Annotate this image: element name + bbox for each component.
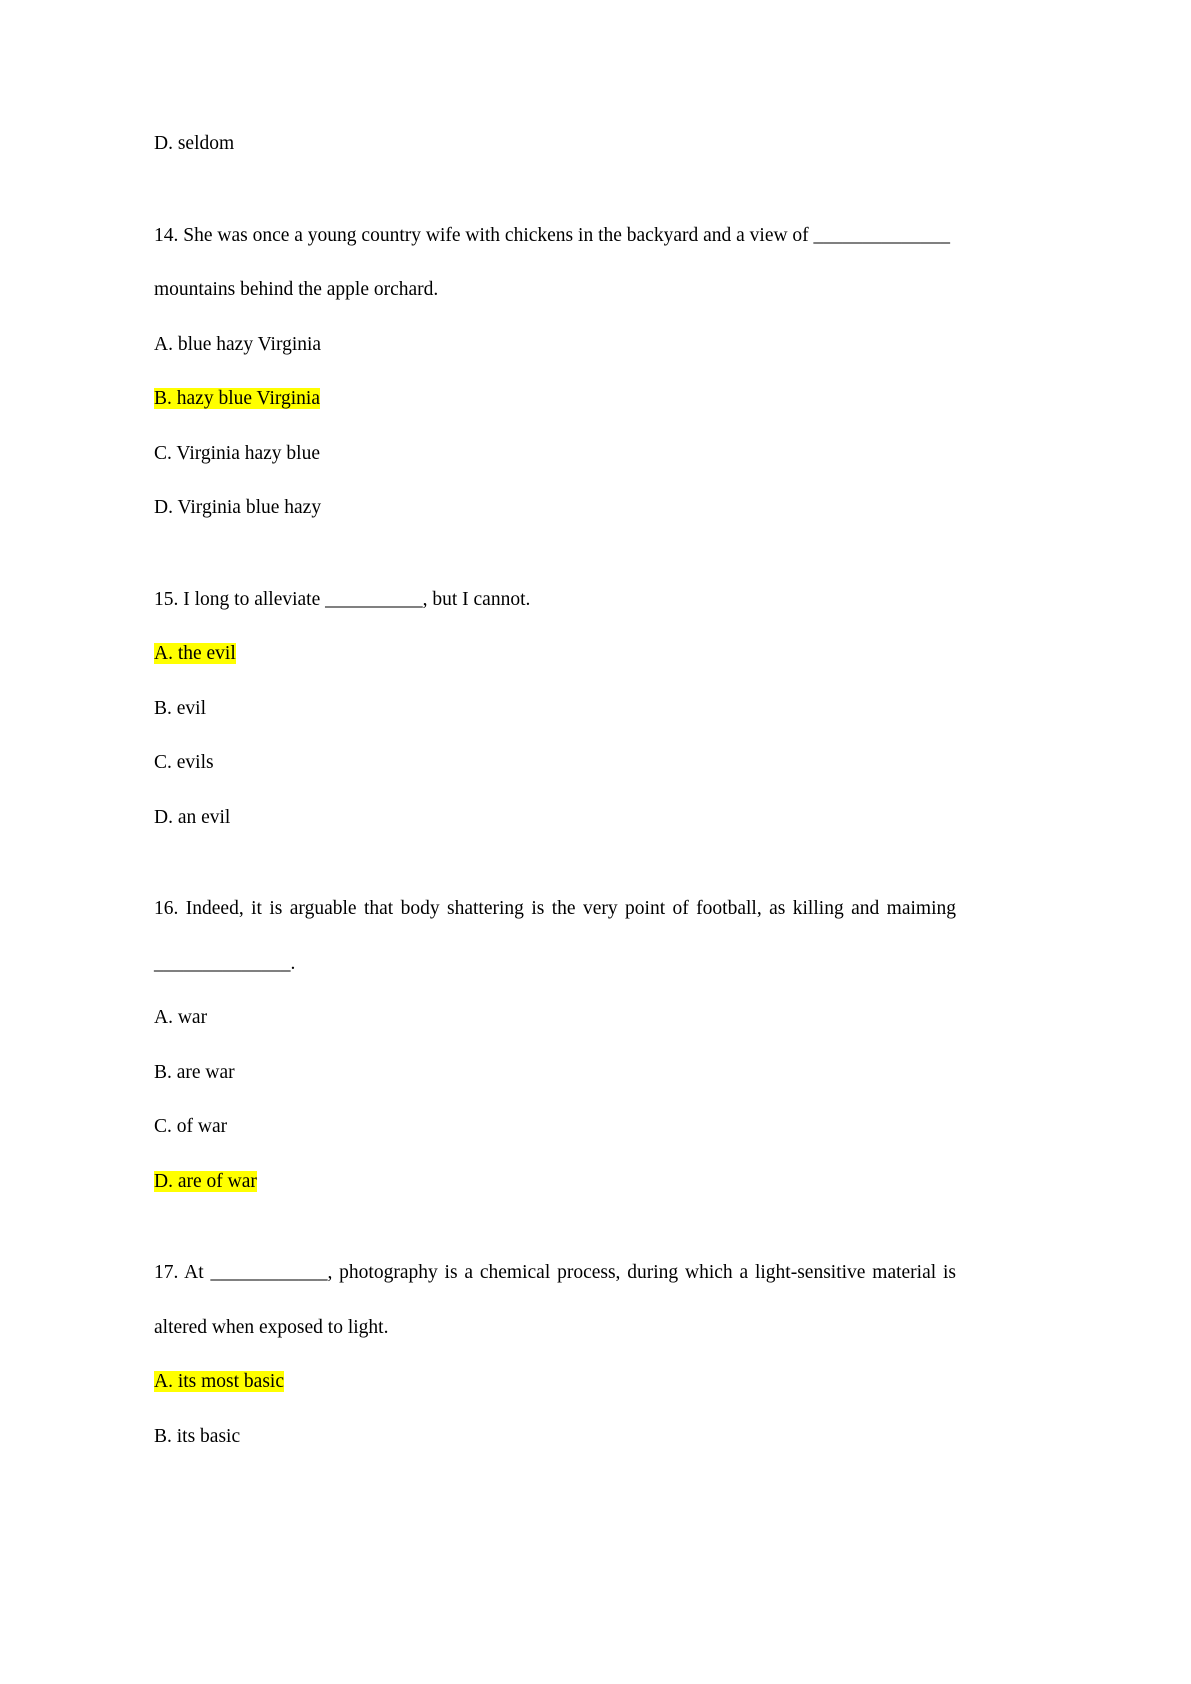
highlighted-answer: A. the evil bbox=[154, 643, 236, 664]
line-text: 17. At ____________, photography is a chemical process, during which a light-sensitive material is bbox=[154, 1262, 956, 1283]
line-text: 14. She was once a young country wife with chickens in the backyard and a view of ______________ bbox=[154, 224, 951, 246]
line-text: A. war bbox=[154, 1007, 208, 1028]
line-text: D. Virginia blue hazy bbox=[154, 497, 322, 518]
option-d-q14 bbox=[154, 481, 956, 536]
document-content bbox=[154, 117, 956, 1464]
line-text: altered when exposed to light. bbox=[154, 1316, 389, 1338]
highlighted-answer: B. hazy blue Virginia bbox=[154, 388, 320, 409]
line-text: C. of war bbox=[154, 1116, 228, 1137]
line-text: C. evils bbox=[154, 752, 214, 773]
option-b-q15 bbox=[154, 682, 956, 737]
option-d-q13 bbox=[154, 117, 956, 172]
option-d-q15 bbox=[154, 791, 956, 846]
line-text: 15. I long to alleviate __________, but I cannot. bbox=[154, 588, 531, 610]
question-17-line-1 bbox=[154, 1246, 956, 1301]
line-text: 16. Indeed, it is arguable that body shattering is the very point of football, as killing and maiming bbox=[154, 898, 956, 919]
question-16-line-1 bbox=[154, 882, 956, 937]
option-a-q15 bbox=[154, 627, 956, 682]
option-a-q17 bbox=[154, 1355, 956, 1410]
line-text: D. an evil bbox=[154, 806, 231, 828]
option-d-q16 bbox=[154, 1155, 956, 1210]
question-15-line-1 bbox=[154, 573, 956, 628]
line-text: A. blue hazy Virginia bbox=[154, 333, 322, 355]
question-17-line-2 bbox=[154, 1301, 956, 1356]
question-14-line-1 bbox=[154, 209, 956, 264]
line-text: ______________. bbox=[154, 952, 296, 974]
question-14-line-2 bbox=[154, 263, 956, 318]
question-16-line-2 bbox=[154, 937, 956, 992]
option-b-q17 bbox=[154, 1410, 956, 1465]
line-text: B. are war bbox=[154, 1061, 235, 1083]
option-a-q14 bbox=[154, 318, 956, 373]
line-text: mountains behind the apple orchard. bbox=[154, 279, 439, 300]
line-text: D. seldom bbox=[154, 133, 235, 154]
option-b-q16 bbox=[154, 1046, 956, 1101]
highlighted-answer: A. its most basic bbox=[154, 1371, 284, 1392]
option-c-q15 bbox=[154, 736, 956, 791]
option-b-q14 bbox=[154, 372, 956, 427]
option-c-q16 bbox=[154, 1100, 956, 1155]
line-text: C. Virginia hazy blue bbox=[154, 442, 320, 464]
option-c-q14 bbox=[154, 427, 956, 482]
option-a-q16 bbox=[154, 991, 956, 1046]
line-text: B. its basic bbox=[154, 1425, 241, 1447]
line-text: B. evil bbox=[154, 697, 206, 719]
highlighted-answer: D. are of war bbox=[154, 1170, 257, 1192]
